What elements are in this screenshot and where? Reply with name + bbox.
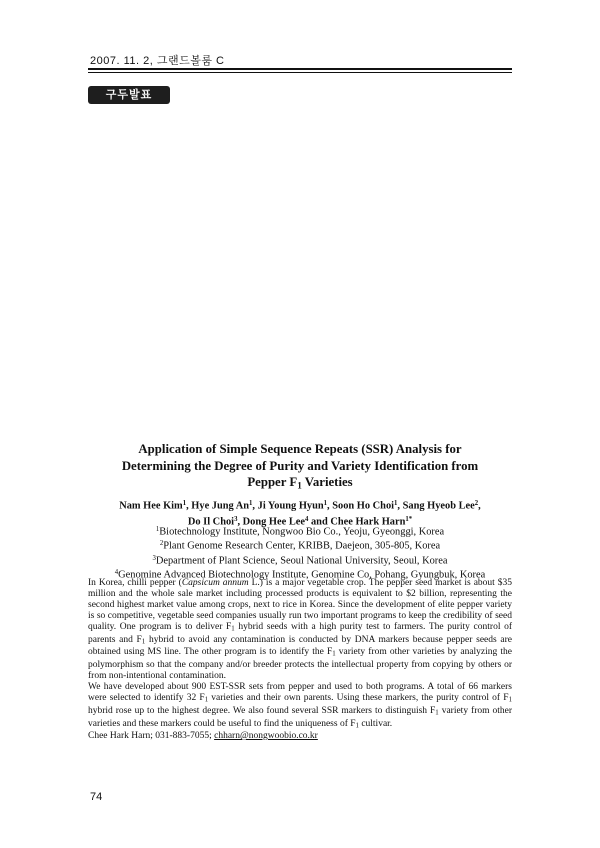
author-name: Nam Hee Kim xyxy=(119,500,183,512)
subscript: 1 xyxy=(332,651,336,659)
subscript: 1 xyxy=(508,696,512,704)
author-name: Hye Jung An xyxy=(191,500,250,512)
abstract-paragraph-1 xyxy=(88,578,512,682)
abstract-paragraph-2 xyxy=(88,682,512,731)
abstract-text: hybrid rose up to the highest degree. We also found several SSR markers to distinguish F xyxy=(88,705,436,716)
page-number: 74 xyxy=(90,791,103,803)
header-rule-thick xyxy=(88,68,512,70)
paper-title xyxy=(92,441,508,494)
author-name: Ji Young Hyun xyxy=(257,500,324,512)
abstract-text: hybrid to avoid any contamination is conducted by DNA markers because pepper seeds are obtained using MS line. The other program is to identify the F xyxy=(88,634,512,658)
author-name: Soon Ho Choi xyxy=(332,500,395,512)
abstract-text: We have developed about 900 EST-SSR sets from pepper and used to both programs. A total of 66 markers were selected to identify 32 F xyxy=(88,682,512,704)
author-affiliation-mark: 4 xyxy=(304,516,309,524)
affiliation-text: Genomine Advanced Biotechnology Institute, Genomine Co, Pohang, Gyungbuk, Korea xyxy=(118,569,486,581)
contact-email-link[interactable]: chharn@nongwoobio.co.kr xyxy=(214,731,318,742)
abstract-text: L.) is a major vegetable crop. The pepper seed market is about $35 million and the whole sale market including processed products is equivalent to $2 billion, representing the second highest market value among crops, next to rice in Korea. Since the development of elite pepper variety is so competitive, vegetable seed companies usually run two important programs to keep the credibility of seed quality. One program is to deliver F xyxy=(88,578,512,632)
subscript: 1 xyxy=(141,638,146,646)
affiliation-mark: 1 xyxy=(155,526,160,533)
contact-text: Chee Hark Harn; 031-883-7055; xyxy=(88,731,215,742)
abstract-text: variety from other varieties and these markers could be useful to find the uniqueness of F xyxy=(88,705,512,729)
author-name: Sang Hyeob Lee xyxy=(402,500,475,512)
author-affiliation-mark: 1 xyxy=(323,500,328,507)
title-line-1: Application of Simple Sequence Repeats (SSR) Analysis for xyxy=(138,442,462,456)
author-affiliation-mark: 1 xyxy=(182,500,187,507)
title-line-3-tail: Varieties xyxy=(301,475,353,489)
author-name: Do Il Choi xyxy=(187,516,235,528)
author-name: Chee Hark Harn xyxy=(330,516,406,528)
author-affiliation-mark: 3 xyxy=(234,516,238,524)
abstract-text: In Korea, chilli pepper ( xyxy=(88,578,182,588)
affiliation-mark: 3 xyxy=(152,554,156,562)
author-line-2: Do Il Choi$^3$, Dong Hee Lee$^4$ and Chee Hark Harn$^{1*}$ xyxy=(187,516,413,528)
title-subscript: 1 xyxy=(297,480,302,491)
subscript: 1 xyxy=(355,722,359,730)
subscript: 1 xyxy=(231,625,235,633)
abstract-body xyxy=(88,578,512,742)
abstract-text: cultivar. xyxy=(358,718,393,729)
author-affiliation-mark: 1 xyxy=(249,500,253,507)
abstract-text: hybrid seeds with a high purity test to farmers. The purity control of parents and F xyxy=(88,622,512,645)
author-affiliation-mark: 2 xyxy=(474,500,479,507)
contact-line xyxy=(88,731,512,742)
header-rule-thin xyxy=(88,72,512,73)
affiliation-mark: 2 xyxy=(159,540,164,548)
title-line-2: Determining the Degree of Purity and Variety Identification from xyxy=(121,458,479,473)
affiliation-text: Biotechnology Institute, Nongwoo Bio Co., Yeoju, Gyeonggi, Korea xyxy=(159,526,445,538)
affiliation-1 xyxy=(88,524,512,538)
author-line-1: Nam Hee Kim$^1$, Hye Jung An$^1$, Ji Young Hyun$^1$, Soon Ho Choi$^1$, Sang Hyeob Lee$^2$, xyxy=(119,500,481,512)
title-line-3 xyxy=(92,474,508,494)
affiliation-list xyxy=(88,524,512,582)
affiliation-3 xyxy=(88,553,512,567)
subscript: 1 xyxy=(435,709,439,717)
affiliation-text: Plant Genome Research Center, KRIBB, Daejeon, 305-805, Korea xyxy=(163,540,441,552)
affiliation-mark: 4 xyxy=(114,569,119,577)
author-name: Dong Hee Lee xyxy=(242,516,305,528)
abstract-text: variety from other varieties by analyzing the polymorphism so that the company and/or breeder protects the intellectual property from copying by others or from non-intentional contamination. xyxy=(88,647,512,682)
subscript: 1 xyxy=(204,696,209,704)
affiliation-text: Department of Plant Science, Seoul National University, Seoul, Korea xyxy=(155,555,448,567)
header-date-location: 2007. 11. 2, 그랜드볼룸 C xyxy=(90,55,225,67)
author-affiliation-mark: 1* xyxy=(405,516,413,524)
species-name: Capsicum annum xyxy=(181,578,249,588)
section-badge: 구두발표 xyxy=(88,86,170,104)
abstract-text: varieties and their own parents. Using these markers, the purity control of F xyxy=(208,693,509,704)
author-conjunction: and xyxy=(310,516,328,528)
title-line-3-text: Pepper F xyxy=(247,475,298,489)
author-affiliation-mark: 1 xyxy=(394,500,398,507)
affiliation-2 xyxy=(88,538,512,552)
